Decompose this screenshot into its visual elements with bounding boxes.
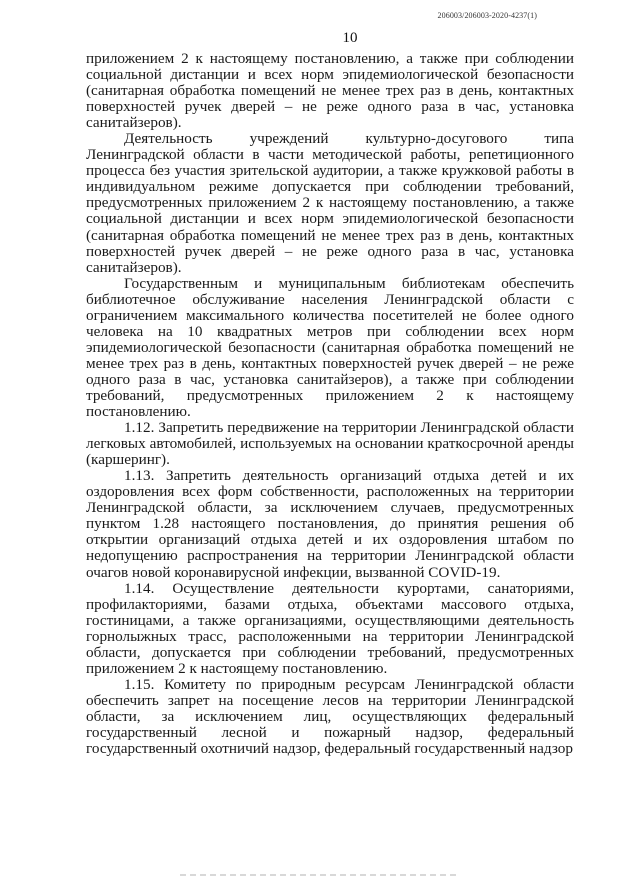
- paragraph-continuation: приложением 2 к настоящему постановлению, а также при соблюдении социальной дистанции и всех норм эпидемиологической безопасности (санитарная обработка помещений не менее трех раз в день, контактных поверхностей ручек дверей – не реже одного раза в час, установка санитайзеров).: [86, 50, 574, 132]
- paragraph-1-15: 1.15. Комитету по природным ресурсам Ленинградской области обеспечить запрет на посещение лесов на территории Ленинградской области, за исключением лиц, осуществляющих федеральный государственный лесной и пожарный надзор, федеральный государственный охотничий надзор, федеральный государственный надзор: [86, 675, 574, 758]
- paragraph-cultural-institutions: Деятельность учреждений культурно-досугового типа Ленинградской области в части методической работы, репетиционного процесса без участия зрительской аудитории, а также кружковой работы в индивидуальном режиме допускается при соблюдении требований, предусмотренных приложением 2 к настоящему постановлению, а также социальной дистанции и всех норм эпидемиологической безопасности (санитарная обработка помещений не менее трех раз в день, контактных поверхностей ручек дверей – не реже одного раза в час, установка санитайзеров).: [86, 130, 574, 276]
- document-id: 206003/206003-2020-4237(1): [437, 11, 537, 20]
- paragraph-1-13: 1.13. Запретить деятельность организаций отдыха детей и их оздоровления всех форм собственности, расположенных на территории Ленинградской области, за исключением случаев, предусмотренных пунктом 1.28 настоящего постановления, до принятия решения об открытии организаций отдыха детей и их оздоровления штабом по недопущению распространения на территории Ленинградской области очагов новой коронавирусной инфекции, вызванной COVID-19.: [86, 467, 574, 581]
- document-body: [86, 51, 574, 757]
- paragraph-1-14: 1.14. Осуществление деятельности курортами, санаториями, профилакториями, базами отдыха, объектами массового отдыха, гостиницами, а также организациями, осуществляющими деятельность горнолыжных трасс, расположенными на территории Ленинградской области, допускается при соблюдении требований, предусмотренных приложением 2 к настоящему постановлению.: [86, 579, 574, 677]
- page-number: 10: [342, 30, 358, 46]
- paragraph-1-12: 1.12. Запретить передвижение на территории Ленинградской области легковых автомобилей, используемых на основании краткосрочной аренды (каршеринг).: [86, 419, 574, 469]
- paragraph-libraries: Государственным и муниципальным библиотекам обеспечить библиотечное обслуживание населения Ленинградской области с ограничением максимального количества посетителей не более одного человека на 10 квадратных метров при соблюдении всех норм эпидемиологической безопасности (санитарная обработка помещений не менее трех раз в день, контактных поверхностей ручек дверей – не реже одного раза в час, установка санитайзеров), а также при соблюдении требований, предусмотренных приложением 2 к настоящему постановлению.: [86, 274, 574, 421]
